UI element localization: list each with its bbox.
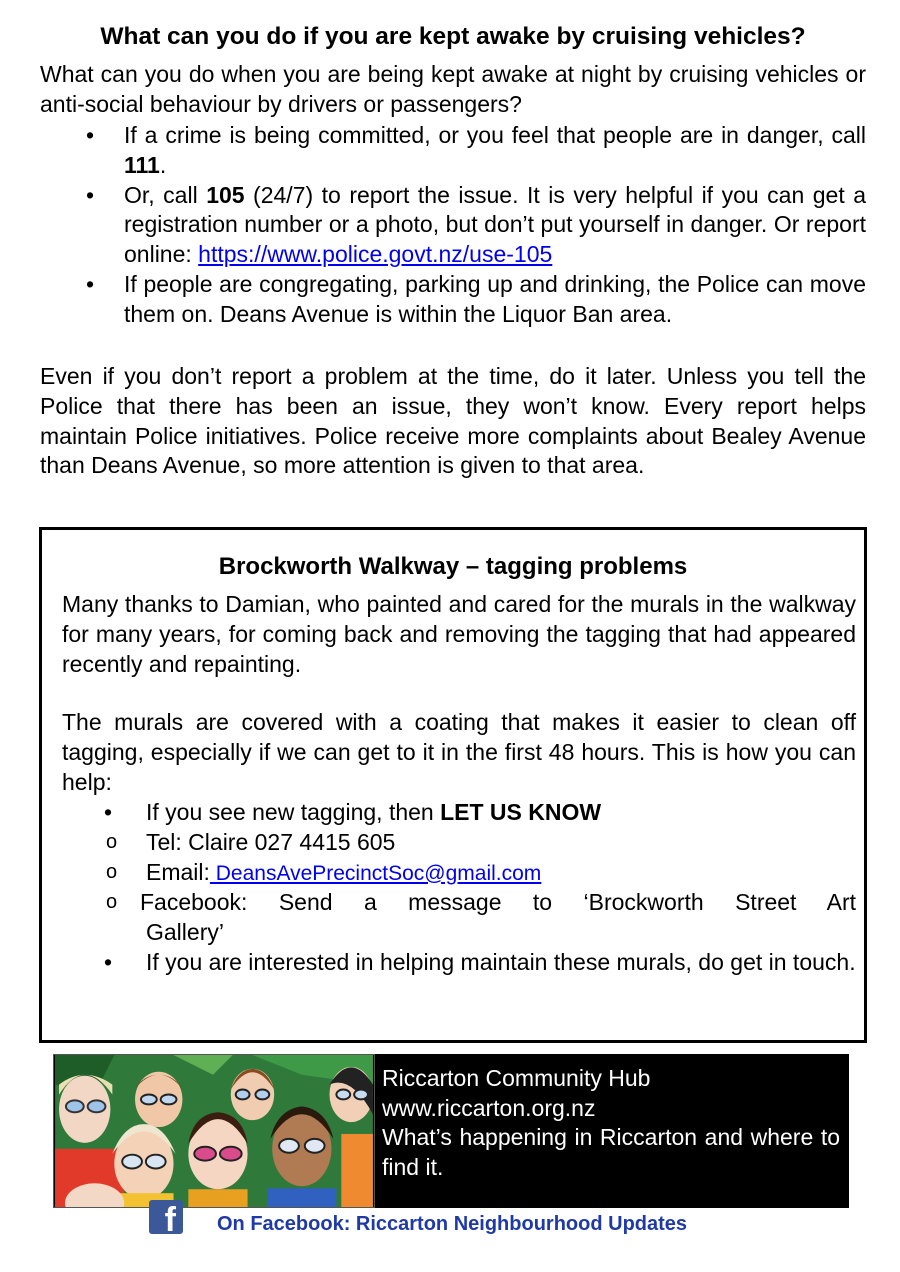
let-us-know-text: LET US KNOW: [440, 799, 602, 825]
item-text-middle: (24/7) to report the issue. It is very helpful if you can get a registration number or a photo, but don’t put yourself in danger. Or report online:: [124, 181, 866, 268]
list-item: [62, 948, 856, 978]
brockworth-walkway-box: [39, 527, 867, 1043]
item-text: If a crime is being committed, or you feel that people are in danger, call: [124, 122, 866, 148]
hub-website: www.riccarton.org.nz: [382, 1094, 596, 1121]
item-text: If people are congregating, parking up and drinking, the Police can move them on. Deans Avenue is within the Liquor Ban area.: [124, 270, 866, 327]
hub-name: Riccarton Community Hub: [382, 1065, 651, 1091]
bullet-icon: •: [86, 270, 95, 297]
police-advice-list: [40, 121, 866, 330]
facebook-text-cont: Gallery’: [146, 919, 224, 946]
coating-paragraph: The murals are covered with a coating that makes it easier to clean off tagging, especially if we can get to it in the first 48 hours. This is how you can help:: [62, 709, 856, 795]
list-item: [40, 181, 866, 270]
contact-facebook: [62, 888, 856, 948]
circle-bullet-icon: o: [106, 830, 118, 853]
circle-bullet-icon: o: [106, 891, 118, 914]
community-hub-banner: [53, 1054, 849, 1208]
bullet-icon: •: [104, 799, 113, 825]
bullet-icon: •: [86, 181, 95, 208]
contact-email: [62, 858, 856, 889]
facebook-text: Facebook: Send a message to ‘Brockworth Street Art: [140, 889, 856, 916]
emergency-number: 111: [124, 151, 160, 178]
list-item: [40, 121, 866, 181]
email-link[interactable]: DeansAvePrecinctSoc@gmail.com: [209, 861, 542, 885]
email-label: Email:: [146, 858, 210, 885]
hub-tagline: What’s happening in Riccarton and where to find it.: [382, 1124, 840, 1180]
bullet-icon: •: [86, 122, 95, 148]
banner-text: [382, 1064, 840, 1182]
non-emergency-number: 105: [206, 181, 245, 208]
facebook-page-text[interactable]: On Facebook: Riccarton Neighbourhood Updates: [217, 1213, 688, 1235]
item-text: Or, call: [124, 181, 207, 208]
help-list: [62, 798, 856, 978]
police-105-link[interactable]: https://www.police.govt.nz/use-105: [198, 241, 553, 268]
contact-tel: [62, 828, 856, 858]
tel-text: Tel: Claire 027 4415 605: [146, 828, 396, 855]
closing-paragraph: Even if you don’t report a problem at the time, do it later. Unless you tell the Police that there has been an issue, they won’t know. Every report helps maintain Police initiatives. Police receive more complaints about Bealey Avenue than Deans Avenue, so more attention is given to that area.: [40, 363, 866, 479]
thanks-paragraph: Many thanks to Damian, who painted and cared for the murals in the walkway for many years, for coming back and removing the tagging that had appeared recently and repainting.: [62, 591, 856, 677]
facebook-icon[interactable]: f: [149, 1200, 183, 1234]
list-item: [40, 270, 866, 330]
circle-bullet-icon: o: [106, 860, 118, 883]
section-title-brockworth: Brockworth Walkway – tagging problems: [218, 553, 688, 580]
bullet-icon: •: [104, 948, 113, 975]
list-item: [62, 798, 856, 828]
intro-paragraph: What can you do when you are being kept awake at night by cruising vehicles or anti-social behaviour by drivers or passengers?: [40, 61, 866, 117]
item-text: If you see new tagging, then: [146, 799, 441, 825]
item-text: If you are interested in helping maintain these murals, do get in touch.: [146, 948, 856, 975]
item-text-end: .: [159, 151, 167, 178]
section-title-cruising: What can you do if you are kept awake by cruising vehicles?: [100, 23, 806, 50]
community-faces-artwork: [53, 1054, 375, 1208]
